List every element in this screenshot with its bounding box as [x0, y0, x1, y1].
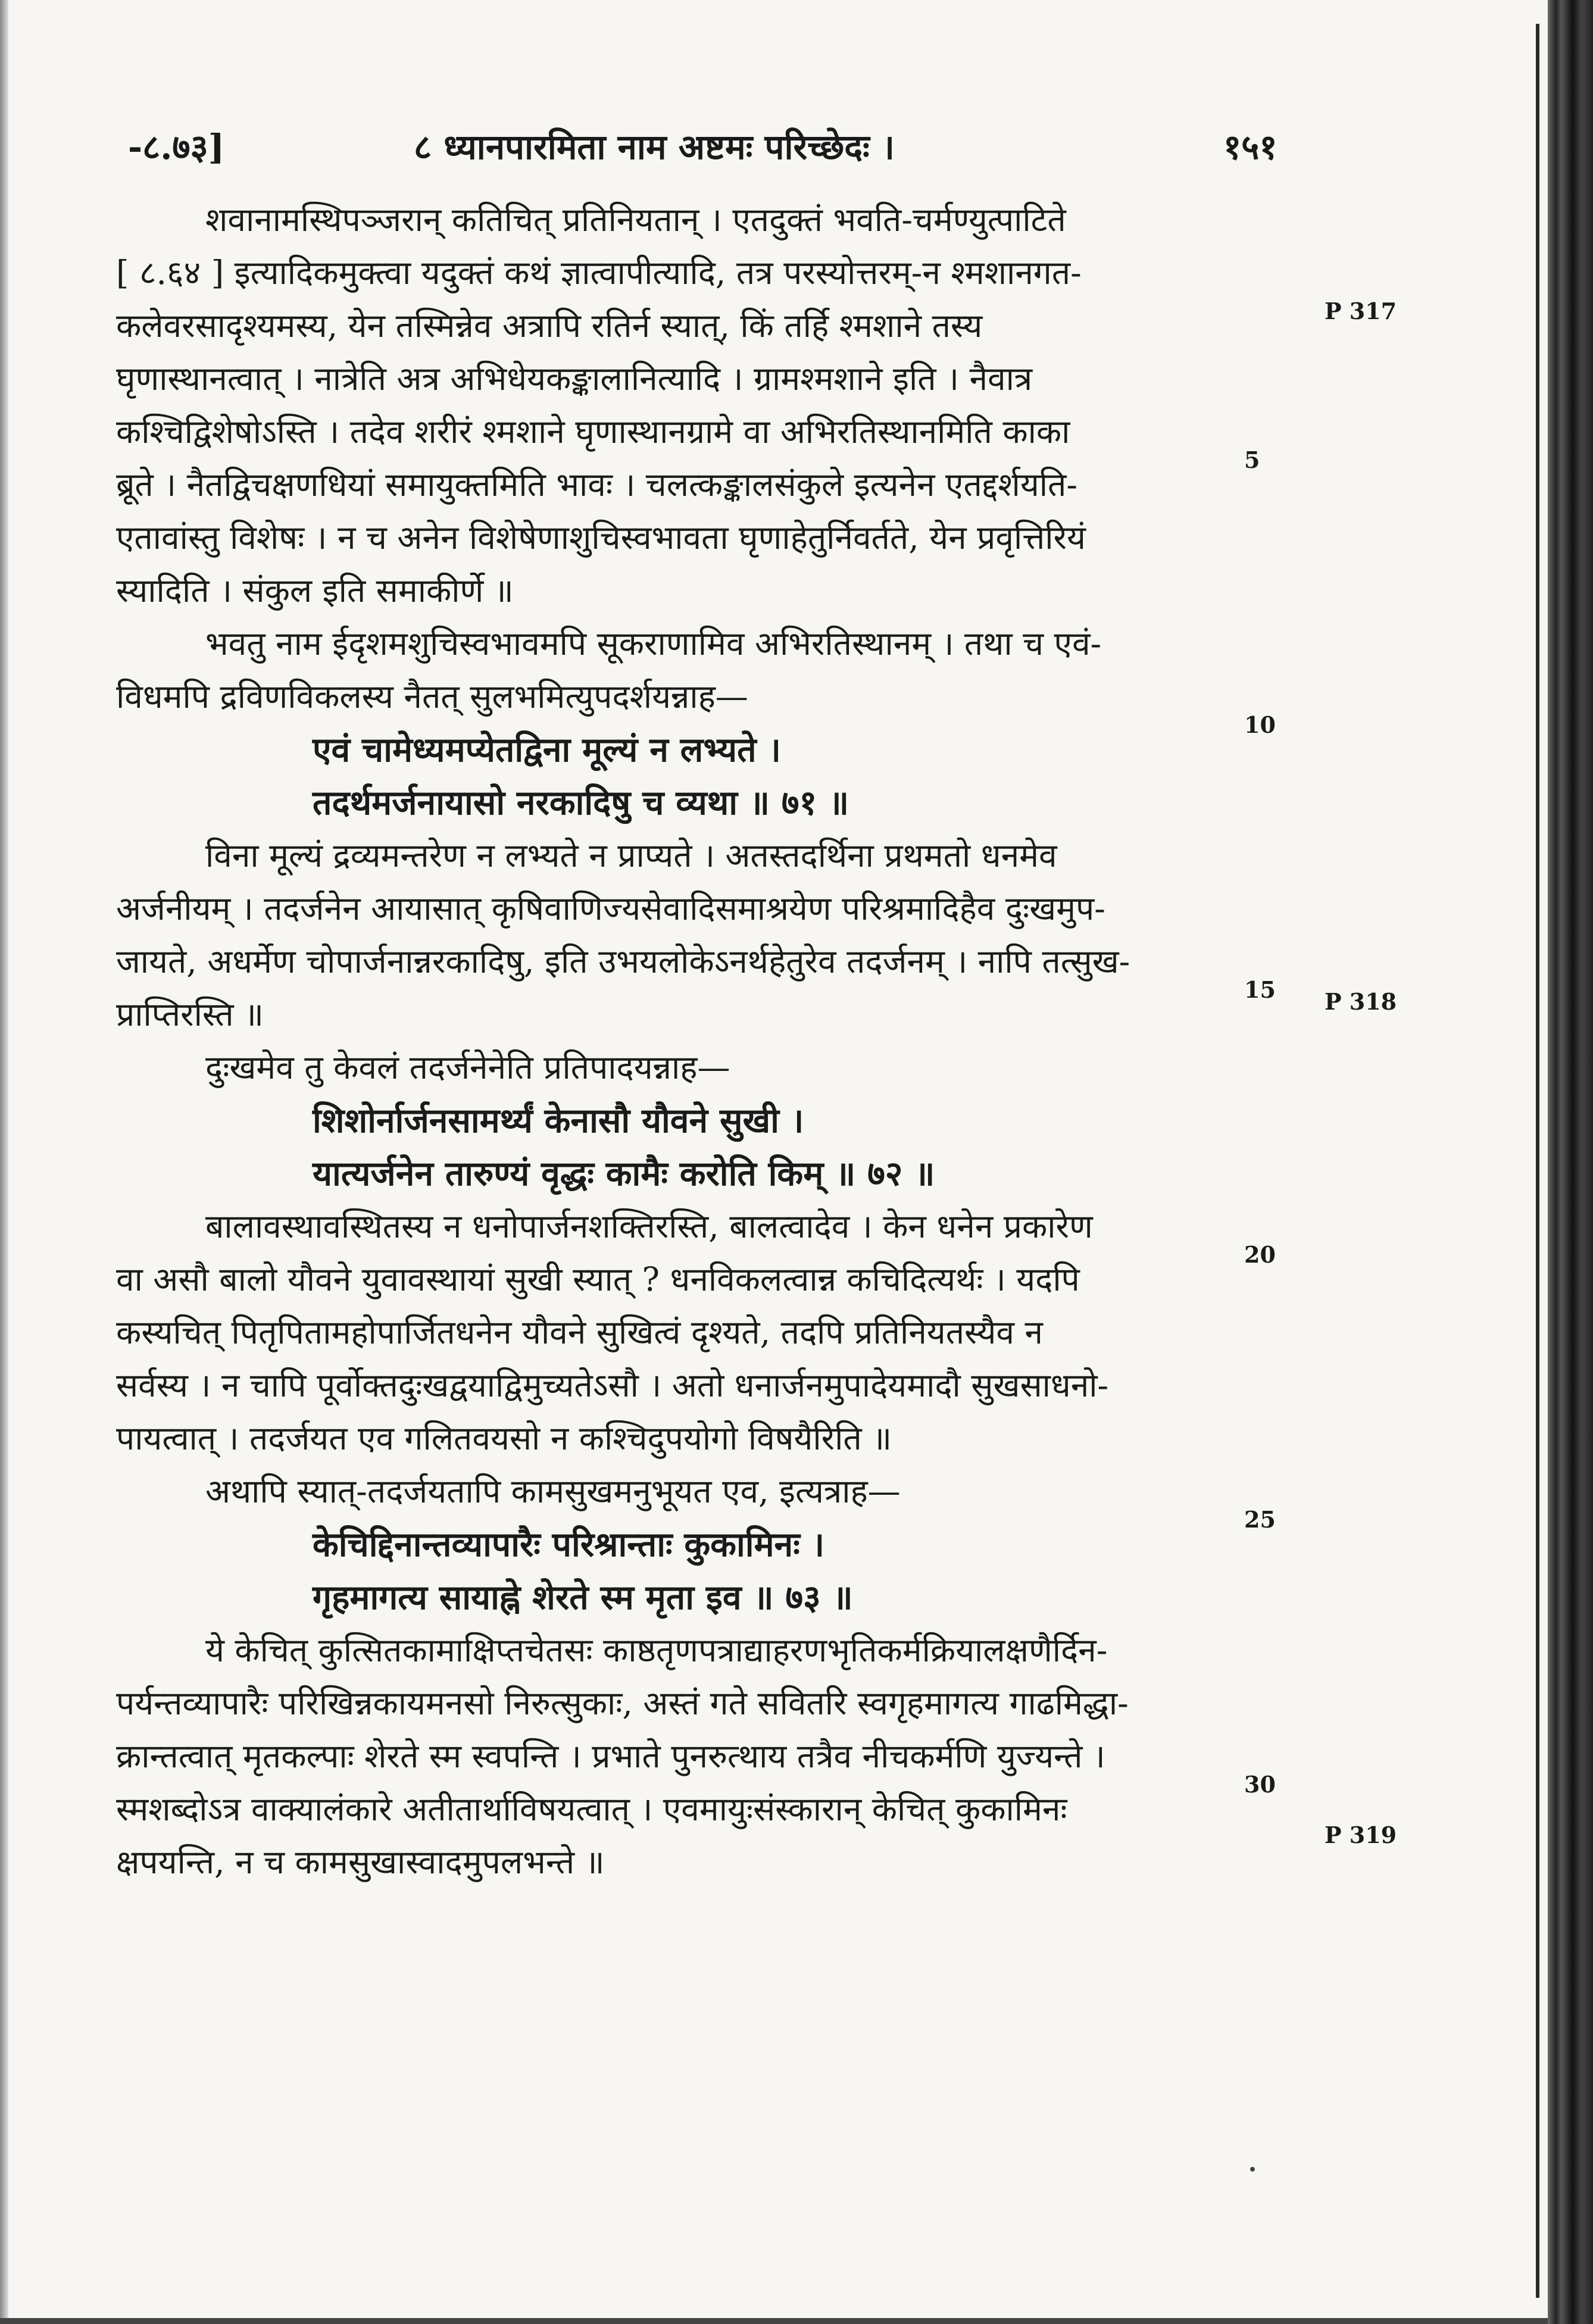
- verse-line: एवं चामेध्यमप्येतद्विना मूल्यं न लभ्यते ।: [313, 730, 782, 770]
- line-number: 20: [1244, 1241, 1276, 1268]
- text-line: एतावांस्तु विशेषः । न च अनेन विशेषेणाशुचिस्वभावता घृणाहेतुर्निवर्तते, येन प्रवृत्तिरियं: [116, 518, 1086, 557]
- text-line: अथापि स्यात्-तदर्जयतापि कामसुखमनुभूयत एव, इत्यत्राह—: [205, 1472, 901, 1510]
- commentary-text: [116, 193, 1265, 1889]
- text-line: अर्जनीयम् । तदर्जनेन आयासात् कृषिवाणिज्यसेवादिसमाश्रयेण परिश्रमादिहैव दुःखमुप-: [116, 889, 1105, 927]
- text-line: विना मूल्यं द्रव्यमन्तरेण न लभ्यते न प्राप्यते । अतस्तदर्थिना प्रथमतो धनमेव: [205, 836, 1057, 874]
- text-line: वा असौ बालो यौवने युवावस्थायां सुखी स्यात् ? धनविकलत्वान्न कचिदित्यर्थः । यदपि: [116, 1260, 1080, 1298]
- binding-shadow-line: [1536, 24, 1539, 2298]
- text-line: स्यादिति । संकुल इति समाकीर्णे ॥: [116, 571, 514, 610]
- text-line: कलेवरसादृश्यमस्य, येन तस्मिन्नेव अत्रापि रतिर्न स्यात्, किं तर्हि श्मशाने तस्य: [116, 307, 983, 345]
- text-line: भवतु नाम ईदृशमशुचिस्वभावमपि सूकराणामिव अभिरतिस्थानम् । तथा च एवं-: [205, 624, 1102, 663]
- verse-line: गृहमागत्य सायाह्ने शेरते स्म मृता इव ॥ ७३ ॥: [313, 1578, 853, 1617]
- line-number: 30: [1244, 1771, 1276, 1798]
- text-line: सर्वस्य । न चापि पूर्वोक्तदुःखद्वयाद्विमुच्यतेऽसौ । अतो धनार्जनमुपादेयमादौ सुखसाधनो-: [116, 1366, 1109, 1404]
- text-line: ये केचित् कुत्सितकामाक्षिप्तचेतसः काष्ठतृणपत्राद्याहरणभृतिकर्मक्रियालक्षणैर्दिन-: [205, 1631, 1108, 1669]
- verse-line: केचिद्दिनान्तव्यापारैः परिश्रान्ताः कुकामिनः ।: [313, 1525, 825, 1564]
- text-line: शवानामस्थिपञ्जरान् कतिचित् प्रतिनियतान् । एतदुक्तं भवति-चर्मण्युत्पाटिते: [205, 201, 1066, 239]
- text-line: विधमपि द्रविणविकलस्य नैतत् सुलभमित्युपदर्शयन्नाह—: [116, 677, 748, 716]
- text-line: क्रान्तत्वात् मृतकल्पाः शेरते स्म स्वपन्ति । प्रभाते पुनरुत्थाय तत्रैव नीचकर्मणि युज्यन्ते ।: [116, 1737, 1105, 1775]
- line-number: 25: [1244, 1506, 1276, 1533]
- verse-line: शिशोर्नार्जनसामर्थ्यं केनासौ यौवने सुखी ।: [313, 1101, 804, 1141]
- header-chapter-title: ८ ध्यानपारमिता नाम अष्टमः परिच्छेदः ।: [414, 127, 895, 167]
- ink-speck: [1250, 2167, 1255, 2172]
- text-line: पर्यन्तव्यापारैः परिखिन्नकायमनसो निरुत्सुकाः, अस्तं गते सवितरि स्वगृहमागत्य गाढमिद्धा-: [116, 1684, 1129, 1722]
- text-line: [ ८.६४ ] इत्यादिकमुक्त्वा यदुक्तं कथं ज्ञात्वापीत्यादि, तत्र परस्योत्तरम्-न श्मशानगत-: [116, 254, 1082, 292]
- line-number: 5: [1244, 446, 1260, 473]
- text-line: प्राप्तिरस्ति ॥: [116, 995, 264, 1033]
- running-header: [128, 122, 1277, 176]
- line-number: 10: [1244, 711, 1276, 738]
- page-reference: P 318: [1325, 988, 1397, 1015]
- header-verse-range: -८.७३]: [128, 127, 225, 167]
- text-line: बालावस्थावस्थितस्य न धनोपार्जनशक्तिरस्ति, बालत्वादेव । केन धनेन प्रकारेण: [205, 1207, 1093, 1245]
- verse-line: तदर्थमर्जनायासो नरकादिषु च व्यथा ॥ ७१ ॥: [313, 783, 849, 823]
- page-reference: P 319: [1325, 1822, 1397, 1848]
- verse-line: यात्यर्जनेन तारुण्यं वृद्धः कामैः करोति किम् ॥ ७२ ॥: [313, 1154, 935, 1194]
- text-line: घृणास्थानत्वात् । नात्रेति अत्र अभिधेयकङ्कालानित्यादि । ग्रामश्मशाने इति । नैवात्र: [116, 360, 1033, 398]
- text-line: ब्रूते । नैतद्विचक्षणधियां समायुक्तमिति भावः । चलत्कङ्कालसंकुले इत्यनेन एतद्दर्शयति-: [116, 466, 1077, 504]
- header-page-number: १५१: [1223, 127, 1277, 167]
- text-line: कस्यचित् पितृपितामहोपार्जितधनेन यौवने सुखित्वं दृश्यते, तदपि प्रतिनियतस्यैव न: [116, 1313, 1043, 1351]
- text-line: जायते, अधर्मेण चोपार्जनान्नरकादिषु, इति उभयलोकेऽनर्थहेतुरेव तदर्जनम् । नापि तत्सुख-: [116, 942, 1130, 980]
- page-bottom-edge: [0, 2318, 1548, 2324]
- line-number: 15: [1244, 976, 1276, 1003]
- text-line: पायत्वात् । तदर्जयत एव गलितवयसो न कश्चिदुपयोगो विषयैरिति ॥: [116, 1419, 892, 1457]
- text-line: क्षपयन्ति, न च कामसुखास्वादमुपलभन्ते ॥: [116, 1843, 605, 1881]
- page-reference: P 317: [1325, 298, 1397, 324]
- text-line: दुःखमेव तु केवलं तदर्जनेनेति प्रतिपादयन्नाह—: [205, 1048, 730, 1086]
- book-binding: [1548, 0, 1593, 2324]
- page-left-edge: [0, 0, 8, 2324]
- text-line: स्मशब्दोऽत्र वाक्यालंकारे अतीतार्थाविषयत्वात् । एवमायुःसंस्कारान् केचित् कुकामिनः: [116, 1790, 1067, 1828]
- text-line: कश्चिद्विशेषोऽस्ति । तदेव शरीरं श्मशाने घृणास्थानग्रामे वा अभिरतिस्थानमिति काका: [116, 413, 1070, 451]
